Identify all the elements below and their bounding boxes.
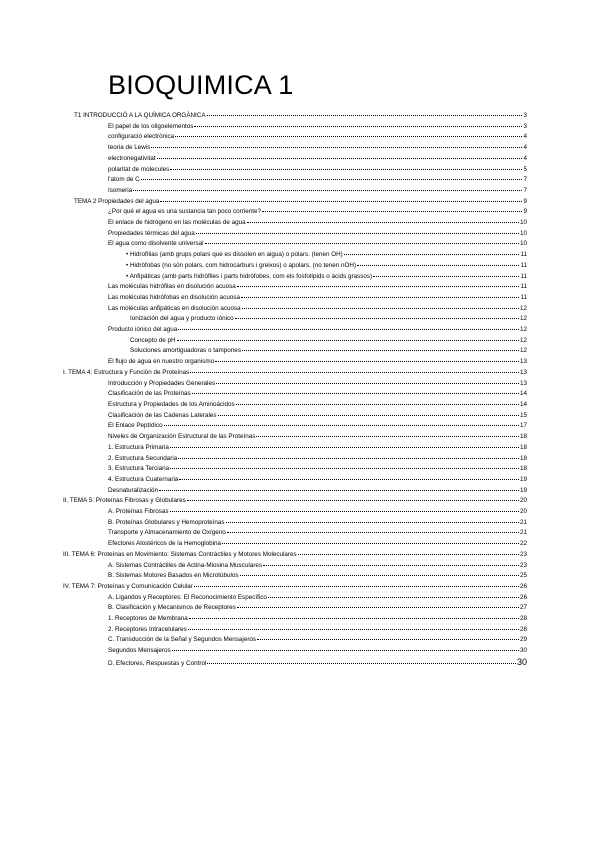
toc-leader: [189, 617, 519, 619]
toc-entry[interactable]: [0, 207, 600, 218]
toc-entry-text: B. Sistemas Motores Basados en Microtúbulos: [108, 572, 239, 580]
toc-leader: [240, 574, 519, 576]
toc-leader: [170, 467, 519, 469]
toc-entry-page: 29: [519, 636, 527, 644]
toc-entry-text: Transporte y Almacenamiento de Oxígeno: [108, 529, 226, 537]
toc-entry-page: 12: [519, 336, 527, 344]
toc-leader: [188, 628, 519, 630]
toc-entry[interactable]: [0, 111, 600, 122]
toc-entry[interactable]: [0, 165, 600, 176]
toc-entry-text: Las moléculas hidrófobas en disolución acuosa: [108, 293, 240, 301]
toc-entry-page: 11: [520, 283, 527, 291]
toc-leader: [157, 157, 523, 159]
toc-entry[interactable]: [0, 239, 600, 250]
toc-entry-page: 18: [519, 433, 527, 441]
toc-entry-page: 30: [516, 656, 527, 667]
toc-leader: [178, 328, 519, 330]
toc-entry-page: 12: [519, 347, 527, 355]
toc-entry-text: • Hidrofílias (amb grups polars que es dissolen en aigua) o polars. (tenen OH): [126, 251, 343, 259]
toc-entry-text: C. Transducción de la Señal y Segundos Mensajeros: [108, 636, 257, 644]
toc-leader: [298, 553, 519, 555]
toc-leader: [241, 296, 519, 298]
toc-entry-text: • Hidròfobas (no són polars, com hidrocarburs i greixos) o apolars. (no tenen nOH): [126, 261, 357, 269]
toc-entry[interactable]: [0, 507, 600, 518]
toc-entry[interactable]: [0, 561, 600, 572]
toc-leader: [262, 210, 523, 212]
toc-leader: [170, 168, 522, 170]
toc-entry-page: 12: [519, 326, 527, 334]
toc-leader: [256, 435, 519, 437]
toc-entry-page: 7: [523, 186, 527, 194]
toc-entry-page: 20: [519, 508, 527, 516]
toc-entry[interactable]: [0, 625, 600, 636]
toc-entry[interactable]: [0, 346, 600, 357]
toc-entry-text: configuració electrònica: [108, 133, 175, 141]
toc-entry-text: B. Proteínas Globulares y Hemoproteínas: [108, 518, 225, 526]
toc-leader: [159, 489, 519, 491]
toc-entry[interactable]: [0, 454, 600, 465]
table-of-contents: [0, 111, 600, 668]
toc-entry-page: 12: [519, 315, 527, 323]
toc-entry-page: 23: [519, 561, 527, 569]
toc-entry-text: teoria de Lewis: [108, 144, 151, 152]
toc-entry[interactable]: [0, 486, 600, 497]
toc-entry-page: 26: [519, 593, 527, 601]
toc-entry-text: 1. Receptores de Membrana: [108, 615, 188, 623]
toc-entry[interactable]: [0, 550, 600, 561]
toc-entry-page: 4: [523, 133, 527, 141]
toc-entry[interactable]: [0, 411, 600, 422]
toc-entry-text: IV. TEMA 7: Proteínas y Comunicación Celular: [63, 582, 193, 590]
toc-entry[interactable]: [0, 122, 600, 133]
toc-entry-page: 30: [519, 647, 527, 655]
toc-entry-page: 21: [519, 518, 527, 526]
toc-entry-page: 23: [519, 550, 527, 558]
toc-entry-text: ¿Por qué el agua es una sustancia tan poco corriente?: [108, 208, 261, 216]
toc-entry[interactable]: [0, 389, 600, 400]
toc-leader: [257, 638, 519, 640]
toc-leader: [226, 521, 519, 523]
toc-entry[interactable]: [0, 229, 600, 240]
toc-entry[interactable]: [0, 518, 600, 529]
toc-entry-page: 13: [519, 368, 527, 376]
toc-entry-page: 10: [519, 240, 527, 248]
toc-entry-text: Introducción y Propiedades Generales: [108, 379, 216, 387]
toc-leader: [242, 307, 519, 309]
toc-entry[interactable]: [0, 368, 600, 379]
toc-entry-page: 11: [520, 272, 527, 280]
toc-entry-text: D. Efectores, Respuestas y Control: [108, 659, 207, 667]
toc-leader: [357, 264, 519, 266]
toc-entry[interactable]: [0, 175, 600, 186]
toc-entry-page: 18: [519, 443, 527, 451]
toc-entry-page: 19: [519, 475, 527, 483]
toc-entry[interactable]: [0, 593, 600, 604]
toc-entry-text: 4. Estructura Cuaternaria: [108, 475, 179, 483]
toc-leader: [205, 242, 519, 244]
toc-entry-text: B. Clasificación y Mecanismos de Receptores: [108, 604, 236, 612]
toc-entry-text: I. TEMA 4: Estructura y Función de Proteínas: [63, 368, 190, 376]
toc-entry-text: El enlace de hidrógeno en las moléculas de agua: [108, 219, 246, 227]
toc-entry-page: 11: [520, 251, 527, 259]
toc-entry[interactable]: [0, 400, 600, 411]
toc-entry-page: 13: [519, 358, 527, 366]
toc-entry-text: • Anfipáticas (amb parts hidròfiles i parts hidròfobes, com els fosfolípids o àcids grassos): [126, 272, 373, 280]
toc-entry[interactable]: [0, 539, 600, 550]
toc-entry-page: 11: [520, 261, 527, 269]
toc-entry[interactable]: [0, 614, 600, 625]
toc-entry-text: El agua como disolvente universal: [108, 240, 204, 248]
toc-entry-page: 14: [519, 390, 527, 398]
toc-leader: [263, 564, 519, 566]
toc-entry[interactable]: [0, 336, 600, 347]
toc-entry-page: 14: [519, 400, 527, 408]
toc-entry[interactable]: [0, 304, 600, 315]
toc-entry-text: Concepto de pH: [130, 336, 176, 344]
toc-leader: [268, 596, 519, 598]
toc-entry[interactable]: [0, 261, 600, 272]
toc-entry[interactable]: [0, 197, 600, 208]
toc-entry[interactable]: [0, 496, 600, 507]
toc-entry-text: A. Ligandos y Receptores: El Reconocimiento Específico: [108, 593, 267, 601]
toc-entry-text: Clasificación de las Proteínas: [108, 390, 191, 398]
toc-entry-text: electronegativitat: [108, 154, 156, 162]
toc-entry-page: 3: [523, 112, 527, 119]
toc-entry-text: A. Proteínas Fibrosas: [108, 508, 169, 516]
toc-entry[interactable]: [0, 357, 600, 368]
toc-entry-page: 9: [523, 197, 527, 205]
toc-entry-page: 3: [523, 122, 527, 130]
toc-entry-page: 13: [519, 379, 527, 387]
toc-entry[interactable]: [0, 421, 600, 432]
toc-entry-text: 2. Estructura Secundaria: [108, 454, 178, 462]
toc-entry[interactable]: [0, 143, 600, 154]
toc-leader: [344, 253, 520, 255]
toc-entry[interactable]: [0, 443, 600, 454]
toc-entry[interactable]: [0, 282, 600, 293]
toc-leader: [236, 403, 519, 405]
toc-entry-page: 12: [519, 304, 527, 312]
toc-leader: [179, 478, 519, 480]
toc-entry-page: 10: [519, 219, 527, 227]
toc-entry[interactable]: [0, 314, 600, 325]
toc-entry-text: 1. Estructura Primaria: [108, 443, 169, 451]
toc-leader: [175, 135, 522, 137]
toc-entry-page: 28: [519, 625, 527, 633]
toc-entry-text: Ionización del agua y producto iónico: [130, 315, 234, 323]
toc-entry-page: 11: [520, 293, 527, 301]
toc-entry-text: TEMA 2 Propiedades del agua: [74, 197, 160, 205]
toc-entry-text: Isomeria: [108, 186, 133, 194]
toc-entry[interactable]: [0, 528, 600, 539]
toc-entry-page: 20: [519, 497, 527, 505]
toc-entry[interactable]: [0, 325, 600, 336]
toc-leader: [207, 662, 516, 664]
toc-entry-text: El flujo de agua en nuestro organismo: [108, 358, 215, 366]
toc-entry-text: II. TEMA 5: Proteínas Fibrosas y Globulares: [63, 497, 186, 505]
toc-entry-page: 21: [519, 529, 527, 537]
toc-entry[interactable]: [0, 571, 600, 582]
toc-leader: [373, 275, 519, 277]
toc-leader: [172, 649, 519, 651]
toc-leader: [190, 371, 519, 373]
toc-entry-page: 27: [519, 604, 527, 612]
toc-leader: [187, 499, 519, 501]
toc-entry[interactable]: [0, 154, 600, 165]
toc-leader: [242, 349, 519, 351]
toc-entry-page: 9: [523, 208, 527, 216]
toc-leader: [170, 446, 519, 448]
toc-entry-page: 25: [519, 572, 527, 580]
toc-leader: [141, 178, 523, 180]
toc-entry-text: A. Sistemas Contráctiles de Actina-Miosina Musculares: [108, 561, 262, 569]
toc-entry-page: 18: [519, 465, 527, 473]
toc-leader: [177, 339, 519, 341]
toc-leader: [222, 542, 519, 544]
toc-entry-text: Estructura y Propiedades de los Aminoácidos: [108, 400, 235, 408]
toc-entry-page: 17: [519, 422, 527, 430]
toc-leader: [227, 531, 519, 533]
toc-entry[interactable]: [0, 582, 600, 593]
toc-entry-text: Las moléculas anfipáticas en disolución acuosa: [108, 304, 241, 312]
toc-entry[interactable]: [0, 218, 600, 229]
toc-leader: [215, 360, 519, 362]
toc-entry-page: 22: [519, 540, 527, 548]
toc-entry-page: 7: [523, 176, 527, 184]
toc-entry-page: 26: [519, 582, 527, 590]
toc-entry-text: l'atom de C: [108, 176, 140, 184]
toc-entry-text: El papel de los oligoelementos: [108, 122, 194, 130]
toc-leader: [194, 585, 519, 587]
toc-leader: [170, 510, 519, 512]
toc-entry-text: 3. Estructura Terciaria: [108, 465, 170, 473]
toc-entry-text: T1 INTRODUCCIÓ A LA QUÍMICA ORGÀNICA: [74, 112, 206, 119]
toc-entry[interactable]: [0, 646, 600, 657]
toc-entry[interactable]: [0, 293, 600, 304]
toc-entry-page: 28: [519, 615, 527, 623]
toc-leader: [164, 424, 519, 426]
toc-entry-page: 4: [523, 144, 527, 152]
toc-leader: [237, 606, 519, 608]
toc-entry[interactable]: [0, 132, 600, 143]
toc-leader: [151, 146, 522, 148]
toc-entry-text: Segundos Mensajeros: [108, 647, 171, 655]
toc-entry-text: Niveles de Organización Estructural de las Proteínas: [108, 433, 256, 441]
toc-entry[interactable]: [0, 250, 600, 261]
toc-leader: [133, 189, 522, 191]
toc-leader: [235, 317, 519, 319]
toc-leader: [207, 114, 523, 116]
toc-leader: [160, 200, 522, 202]
toc-entry-text: Desnaturalización: [108, 486, 159, 494]
toc-entry-text: polaritat de molecules: [108, 165, 170, 173]
toc-leader: [247, 221, 519, 223]
toc-entry[interactable]: [0, 272, 600, 283]
toc-entry-text: Efectores Alostéricos de la Hemoglobina: [108, 540, 222, 548]
toc-entry-page: 19: [519, 486, 527, 494]
toc-entry-text: III. TEMA 6: Proteínas en Movimiento: Sistemas Contráctiles y Motores Moleculares: [63, 550, 297, 558]
toc-entry-text: 2. Receptores Intracelulares: [108, 625, 187, 633]
toc-leader: [194, 125, 522, 127]
toc-entry[interactable]: [0, 379, 600, 390]
toc-leader: [192, 392, 519, 394]
toc-entry[interactable]: [0, 186, 600, 197]
toc-entry-page: 18: [519, 454, 527, 462]
document-title: BIOQUIMICA 1: [108, 70, 294, 100]
toc-entry-text: Producto iónico del agua: [108, 326, 178, 334]
toc-entry-text: Propiedades térmicas del agua: [108, 229, 195, 237]
toc-entry-text: Las moléculas hidrófilas en disolución acuosa: [108, 283, 236, 291]
toc-entry-text: Clasificación de las Cadenas Laterales: [108, 411, 217, 419]
toc-entry[interactable]: [0, 475, 600, 486]
toc-leader: [218, 414, 519, 416]
toc-entry-text: El Enlace Peptídico: [108, 422, 163, 430]
toc-entry[interactable]: [0, 635, 600, 646]
toc-entry[interactable]: [0, 603, 600, 614]
toc-entry[interactable]: [0, 464, 600, 475]
toc-entry[interactable]: [0, 432, 600, 443]
toc-entry-page: 4: [523, 154, 527, 162]
toc-entry-text: Soluciones amortiguadoras o tampones: [130, 347, 241, 355]
toc-entry-page: 15: [519, 411, 527, 419]
toc-entry[interactable]: [0, 657, 600, 668]
toc-leader: [237, 285, 520, 287]
toc-leader: [196, 232, 519, 234]
toc-entry-page: 10: [519, 229, 527, 237]
toc-leader: [178, 457, 519, 459]
toc-leader: [216, 382, 519, 384]
toc-entry-page: 5: [523, 165, 527, 173]
